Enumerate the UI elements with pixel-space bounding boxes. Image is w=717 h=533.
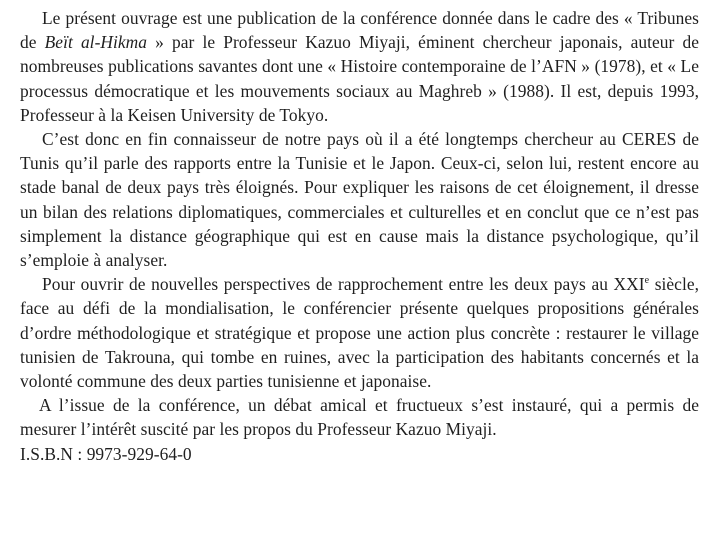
isbn-line: I.S.B.N : 9973-929-64-0 bbox=[20, 443, 192, 464]
paragraph-perspectives bbox=[20, 272, 699, 393]
century-superscript: e bbox=[644, 275, 650, 287]
paragraph-intro bbox=[20, 6, 699, 127]
beit-al-hikma-title: Beït al-Hikma bbox=[44, 32, 148, 53]
paragraph-debate: A l’issue de la conférence, un débat amical et fructueux s’est instauré, qui a permis de mesurer l’intérêt suscité par les propos du Professeur Kazuo Miyaji. bbox=[20, 395, 699, 440]
paragraph-relations: C’est donc en fin connaisseur de notre pays où il a été longtemps chercheur au CERES de Tunis qu’il parle des rapports entre la Tunisie et le Japon. Ceux-ci, selon lui, restent encore au stade banal de deux pays très éloignés. Pour expliquer les raisons de cet éloignement, il dresse un bilan des relations diplomatiques, commerciales et culturelles et en conclut que ce n’est pas simplement la distance géographique qui est en cause mais la distance psychologique, qu’il s’emploie à analyser. bbox=[20, 129, 699, 271]
paragraph-intro-text-end: » par le Professeur Kazuo Miyaji, éminent chercheur japonais, auteur de nombreuses publications savantes dont une « Histoire contemporaine de l’AFN » (1978), et « Le processus démocratique et les mouvements sociaux au Maghreb » (1988). Il est, depuis 1993, Professeur à la Keisen University de Tokyo. bbox=[20, 32, 699, 125]
paragraph-intro-text-start: Le présent ouvrage est une publication de la conférence donnée dans le cadre des « Tribunes de bbox=[20, 8, 699, 53]
paragraph-perspectives-text-end: siècle, face au défi de la mondialisation, le conférencier présente quelques propositions générales d’ordre méthodologique et stratégique et propose une action plus concrète : restaurer le village tunisien de Takrouna, qui tombe en ruines, avec la participation des habitants concernés et la volonté commune des deux parties tunisienne et japonaise. bbox=[20, 274, 699, 392]
paragraph-perspectives-text-start: Pour ouvrir de nouvelles perspectives de rapprochement entre les deux pays au XXI bbox=[42, 274, 645, 295]
